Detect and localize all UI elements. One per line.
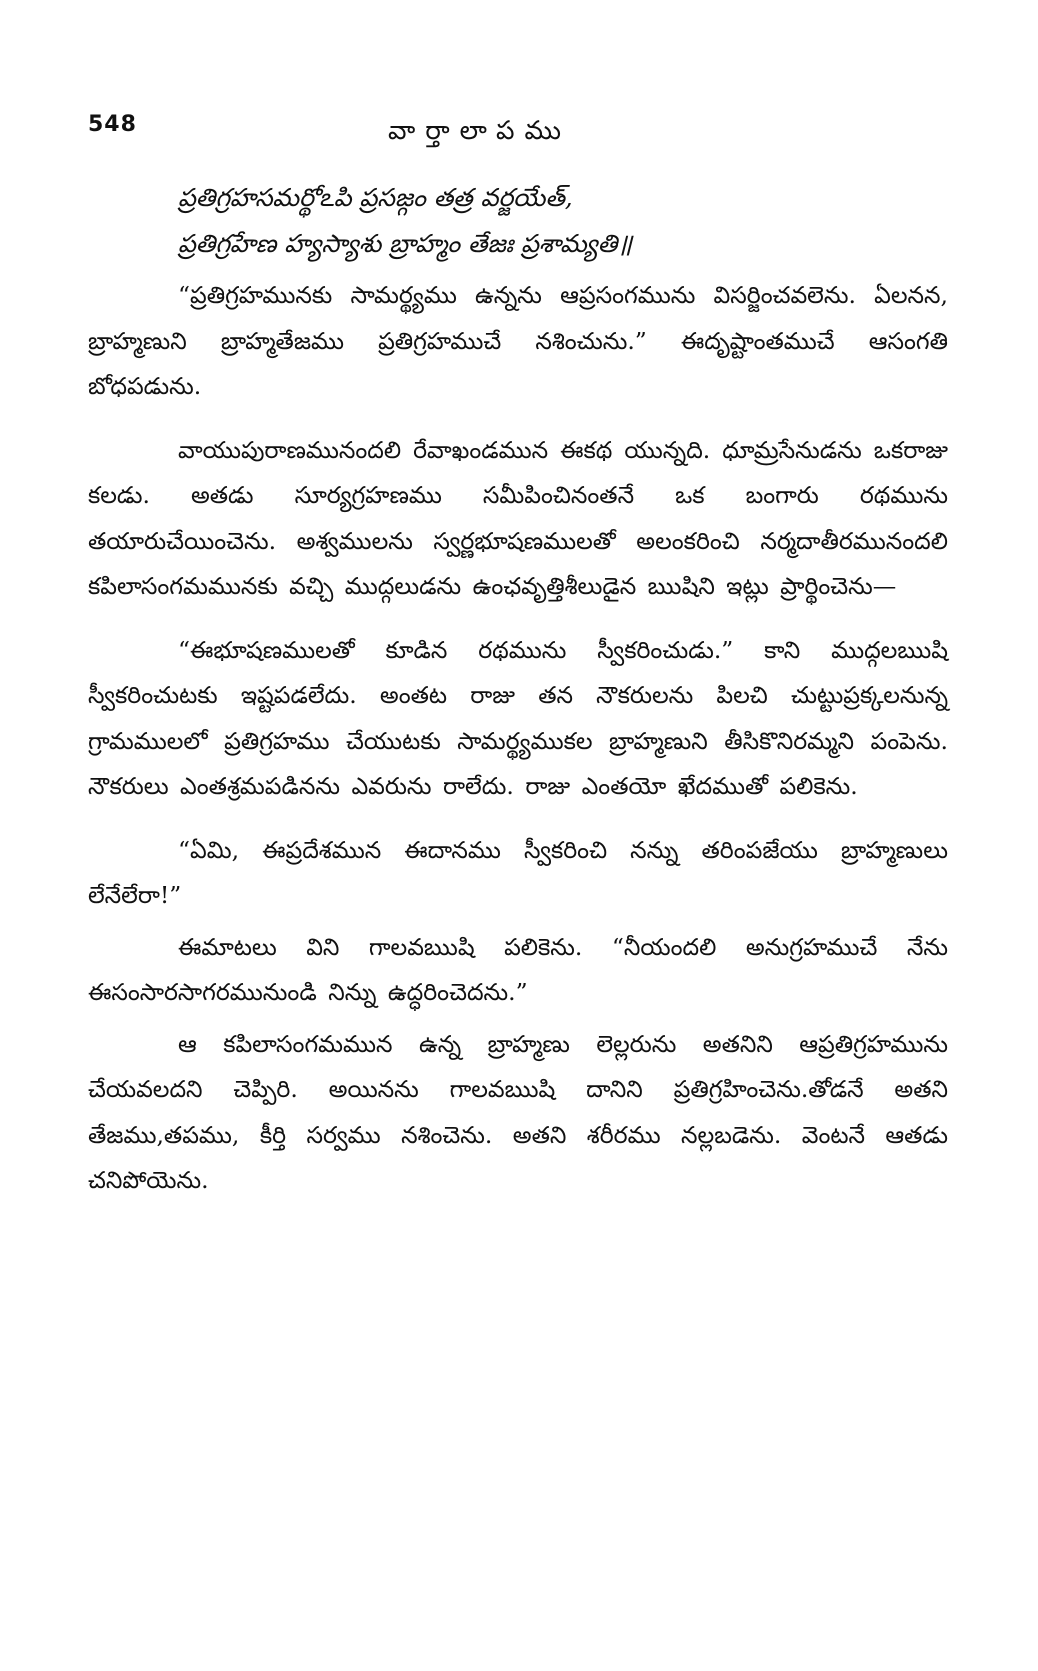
paragraph-story-end: ఆ కపిలాసంగమమున ఉన్న బ్రాహ్మణు లెల్లరును అతనిని ఆప్రతిగ్రహమును చేయవలదని చెప్పిరి. అయినను గాలవఋషి దానిని ప్రతిగ్రహించెను.తోడనే అతని తేజము,తపము, కీర్తి సర్వము నశించెను. అతని శరీరము నల్లబడెను. వెంటనే ఆతడు చనిపోయెను. <box>88 1029 948 1194</box>
page-body <box>88 175 948 1204</box>
running-title: వార్తాలాపము <box>388 116 572 146</box>
paragraph-galava-reply: ఈమాటలు విని గాలవఋషి పలికెను. “నీయందలి అనుగ్రహముచే నేను ఈసంసారసాగరమునుండి నిన్ను ఉద్ధరించెదను.” <box>88 932 949 1006</box>
verse-line-1: ప్రతిగ్రహసమర్థోఽపి ప్రసజ్గం తత్ర వర్జయేత్, <box>178 183 573 212</box>
paragraph-verse-meaning: “ప్రతిగ్రహమునకు సామర్థ్యము ఉన్నను ఆప్రసంగమును విసర్జించవలెను. ఏలనన, బ్రాహ్మణుని బ్రాహ్మతేజము ప్రతిగ్రహముచే నశించును.” ఈదృష్టాంతముచే ఆసంగతి బోధపడును. <box>88 281 948 400</box>
paragraph-king-lament: “ఏమి, ఈప్రదేశమున ఈదానము స్వీకరించి నన్ను తరింపజేయు బ్రాహ్మణులు లేనేలేరా!” <box>88 835 948 909</box>
page-header <box>88 112 948 152</box>
page-number: 548 <box>88 112 137 137</box>
paragraph-story-intro: వాయుపురాణమునందలి రేవాఖండమున ఈకథ యున్నది. ధూమ్రసేనుడను ఒకరాజు కలడు. అతడు సూర్యగ్రహణము సమీపించినంతనే ఒక బంగారు రథమును తయారుచేయించెను. అశ్వములను స్వర్ణభూషణములతో అలంకరించి నర్మదాతీరమునందలి కపిలాసంగమమునకు వచ్చి ముద్గలుడను ఉంఛవృత్తిశీలుడైన ఋషిని ఇట్లు ప్రార్థించెను— <box>88 435 948 600</box>
verse-line-2: ప్రతిగ్రహేణ హ్యస్యాశు బ్రాహ్మం తేజః ప్రశామ్యతి॥ <box>178 229 633 258</box>
paragraph-king-request: “ఈభూషణములతో కూడిన రథమును స్వీకరించుడు.” కాని ముద్గలఋషి స్వీకరించుటకు ఇష్టపడలేదు. అంతట రాజు తన నౌకరులను పిలచి చుట్టుప్రక్కలనున్న గ్రామములలో ప్రతిగ్రహము చేయుటకు సామర్థ్యముకల బ్రాహ్మణుని తీసికొనిరమ్మని పంపెను. నౌకరులు ఎంతశ్రమపడినను ఎవరును రాలేదు. రాజు ఎంతయో ఖేదముతో పలికెను. <box>88 635 948 800</box>
sanskrit-verse <box>88 175 948 267</box>
